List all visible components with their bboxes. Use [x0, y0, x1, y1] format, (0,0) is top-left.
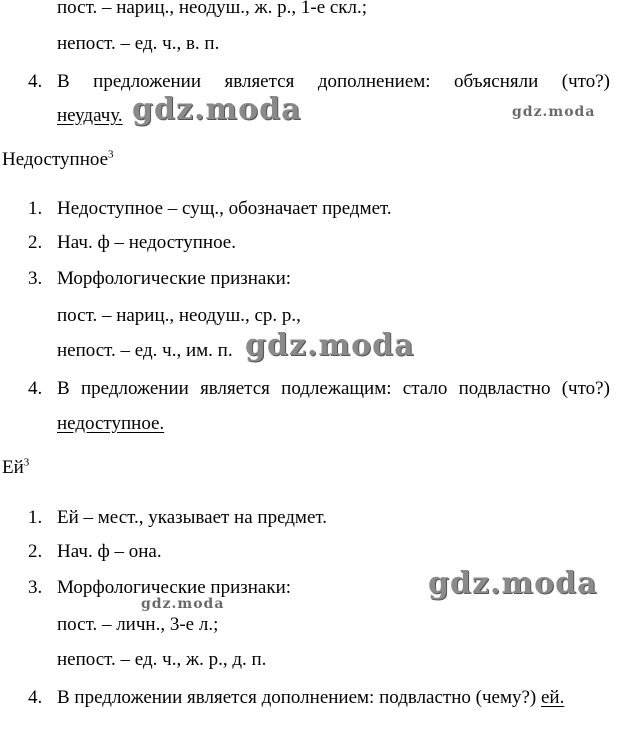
answer-word: неудачу. — [57, 105, 123, 126]
morph-const-line: пост. – личн., 3-е л.; — [57, 614, 219, 635]
word-heading: Недоступное$^3$ — [2, 148, 114, 170]
morph-var-line: непост. – ед. ч., в. п. — [57, 33, 220, 54]
item-number: 3. — [28, 268, 43, 289]
watermark: gdz.moda — [428, 566, 598, 601]
morph-const-line: пост. – нариц., неодуш., ж. р., 1-е скл.; — [57, 0, 368, 18]
morph-var-line: непост. – ед. ч., ж. р., д. п. — [57, 649, 267, 670]
word-heading: $Ей^3$ — [2, 456, 30, 478]
item-number: 1. — [28, 198, 43, 219]
item-number: 4. — [28, 378, 43, 399]
item-number: 3. — [28, 577, 43, 598]
watermark: gdz.moda — [141, 596, 225, 612]
item-text: Недоступное – сущ., обозначает предмет. — [57, 198, 392, 219]
item-number: 4. — [28, 687, 43, 708]
morph-const-line: пост. – нариц., неодуш., ср. р., — [57, 305, 301, 326]
item-text: Морфологические признаки: — [57, 268, 292, 289]
item-text: В предложении является подлежащим: стало подвластно (что?) — [57, 378, 610, 399]
item-text: В предложении является дополнением: подвластно (чему?) ей. — [57, 687, 565, 708]
item-number: 1. — [28, 507, 43, 528]
answer-word: ей. — [541, 687, 565, 708]
morph-var-line: непост. – ед. ч., им. п. — [57, 340, 233, 361]
item-text: Нач. ф – недоступное. — [57, 232, 236, 253]
item-text: Ей – мест., указывает на предмет. — [57, 507, 327, 528]
item-text: В предложении является дополнением: объясняли (что?) — [57, 71, 610, 92]
item-number: 4. — [28, 71, 43, 92]
answer-word: недоступное. — [57, 413, 165, 434]
item-text: Морфологические признаки: — [57, 577, 292, 598]
watermark: gdz.moda — [245, 328, 415, 363]
item-number: 2. — [28, 541, 43, 562]
watermark: gdz.moda — [512, 104, 596, 120]
watermark: gdz.moda — [132, 92, 302, 127]
item-number: 2. — [28, 232, 43, 253]
item-text: Нач. ф – она. — [57, 541, 162, 562]
